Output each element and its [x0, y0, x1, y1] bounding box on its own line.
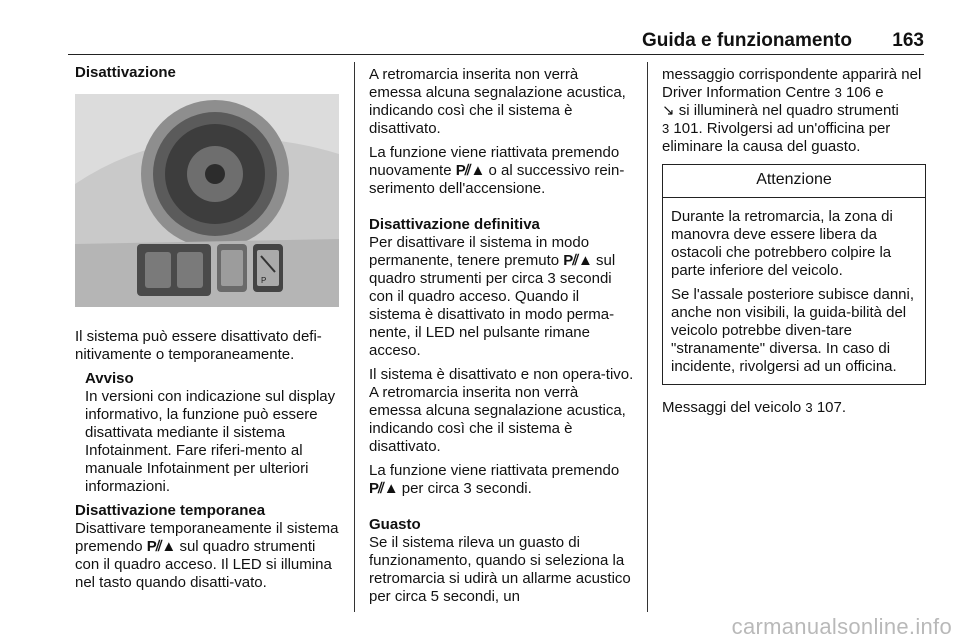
section-heading: Disattivazione — [75, 64, 176, 81]
dashboard-switch-photo — [75, 94, 339, 307]
note-title: Avviso — [85, 370, 134, 387]
paragraph: La funzione viene riattivata premendo nuovamente P⫽▲ o al successivo rein-serimento dell'accensione. — [369, 144, 625, 197]
park-assist-icon: P⫽▲ — [563, 252, 592, 269]
warning-title: Attenzione — [663, 165, 925, 198]
park-assist-icon: P⫽▲ — [146, 538, 176, 555]
intro-text: Il sistema può essere disattivato defi-nitivamente o temporaneamente. — [75, 328, 322, 363]
park-assist-icon: P⫽▲ — [369, 480, 398, 497]
page-header — [68, 30, 924, 55]
paragraph: A retromarcia inserita non verrà emessa alcuna segnalazione acustica, indicando così che il sistema è disattivato. — [369, 66, 626, 137]
column-2 — [369, 66, 634, 612]
column-3 — [662, 66, 926, 423]
fault-warning-icon: ↘ — [662, 102, 675, 119]
fault-text: Se il sistema rileva un guasto di funzionamento, quando si seleziona la retromarcia si udirà un allarme acustico per circa 5 secondi, un — [369, 534, 631, 605]
column-divider — [354, 62, 355, 612]
paragraph: La funzione viene riattivata premendo P⫽▲ per circa 3 secondi. — [369, 462, 620, 497]
page-number: 163 — [892, 30, 924, 51]
warning-box — [662, 164, 926, 385]
paragraph: messaggio corrispondente apparirà nel Driver Information Centre 3 106 e ↘ si illuminerà nel quadro strumenti 3 101. Rivolgersi ad un'officina per eliminare la causa del guasto. — [662, 66, 922, 155]
page-ref-icon: 3 — [662, 121, 670, 136]
page-ref-icon: 3 — [834, 85, 842, 100]
note-body: In versioni con indicazione sul display informativo, la funzione può essere disattivata mediante il sistema Infotainment. Fare riferi-mento al manuale Infotainment per ulteriori informazioni. — [85, 388, 336, 495]
paragraph: Il sistema è disattivato e non opera-tivo. A retromarcia inserita non verrà emessa alcuna segnalazione acustica, indicando così che il sistema è disattivato. — [369, 366, 634, 455]
page-ref-icon: 3 — [805, 400, 813, 415]
park-assist-label: P — [261, 276, 267, 285]
note-block — [75, 370, 342, 496]
park-assist-icon: P⫽▲ — [455, 162, 485, 179]
warning-text: Se l'assale posteriore subisce danni, anche non visibili, la guida-bilità del veicolo potrebbe diven-tare "stranamente" diversa. In caso di incidente, rivolgersi ad un officina. — [671, 286, 915, 375]
warning-text: Durante la retromarcia, la zona di manovra deve essere libera da ostacoli che potrebbero colpire la parte inferiore del veicolo. — [671, 208, 893, 279]
watermark: carmanualsonline.info — [731, 614, 952, 639]
column-divider — [647, 62, 648, 612]
column-1 — [75, 64, 342, 598]
definitive-text: Per disattivare il sistema in modo permanente, tenere premuto P⫽▲ sul quadro strumenti per circa 3 secondi con il quadro acceso. Quando il sistema è disattivato in modo perma-nente, il LED nel pulsante rimane acceso. — [369, 234, 616, 359]
chapter-title: Guida e funzionamento — [641, 30, 852, 51]
temporary-heading: Disattivazione temporanea — [75, 502, 266, 519]
vehicle-messages-ref: Messaggi del veicolo 3 107. — [662, 399, 847, 416]
fault-heading: Guasto — [369, 516, 421, 533]
temporary-text: Disattivare temporaneamente il sistema premendo P⫽▲ sul quadro strumenti con il quadro acceso. Il LED si illumina nel tasto quando disatti-vato. — [75, 520, 339, 591]
definitive-heading: Disattivazione definitiva — [369, 216, 540, 233]
